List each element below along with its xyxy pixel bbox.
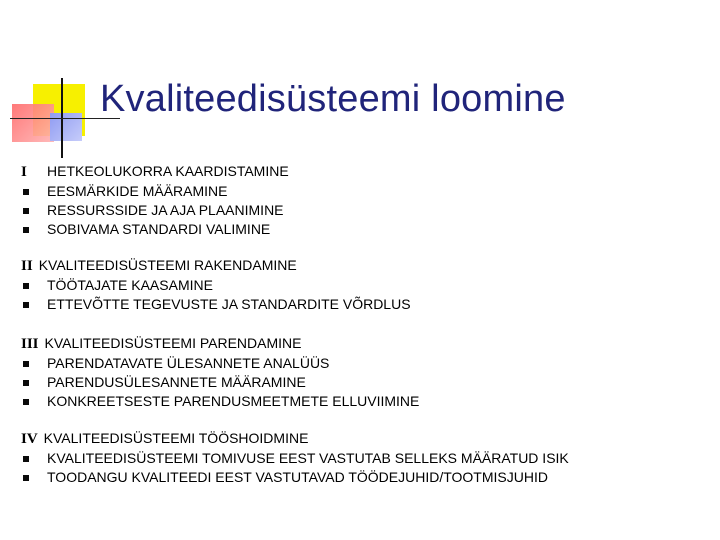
section-heading — [21, 429, 711, 449]
square-bullet-icon — [23, 302, 29, 308]
section-2 — [21, 256, 711, 314]
list-item — [21, 392, 711, 411]
section-3 — [21, 334, 711, 411]
section-heading — [21, 334, 711, 354]
list-item-text: KONKREETSESTE PARENDUSMEETMETE ELLUVIIMINE — [47, 393, 420, 409]
list-item — [21, 201, 711, 220]
square-bullet-icon — [23, 283, 29, 289]
square-bullet-icon — [23, 380, 29, 386]
slide-title: Kvaliteedisüsteemi loomine — [100, 78, 566, 120]
square-bullet-icon — [23, 208, 29, 214]
square-bullet-icon — [23, 227, 29, 233]
list-item-text: RESSURSSIDE JA AJA PLAANIMINE — [47, 202, 284, 218]
section-number: II — [21, 258, 33, 274]
square-bullet-icon — [23, 475, 29, 481]
section-number: I — [21, 164, 27, 180]
section-heading — [21, 162, 711, 182]
square-bullet-icon — [23, 361, 29, 367]
list-item — [21, 295, 711, 314]
square-bullet-icon — [23, 189, 29, 195]
list-item-text: PARENDUSÜLESANNETE MÄÄRAMINE — [47, 374, 306, 390]
list-item-text: ETTEVÕTTE TEGEVUSTE JA STANDARDITE VÕRDLUS — [47, 296, 411, 312]
section-number: IV — [21, 431, 38, 447]
list-item — [21, 276, 711, 295]
list-item — [21, 220, 711, 239]
decor-red-square — [12, 104, 54, 142]
section-title: HETKEOLUKORRA KAARDISTAMINE — [47, 163, 289, 179]
list-item — [21, 354, 711, 373]
square-bullet-icon — [23, 456, 29, 462]
section-heading — [21, 256, 711, 276]
list-item — [21, 182, 711, 201]
section-number: III — [21, 336, 39, 352]
square-bullet-icon — [23, 399, 29, 405]
list-item-text: PARENDATAVATE ÜLESANNETE ANALÜÜS — [47, 355, 330, 371]
section-title: KVALITEEDISÜSTEEMI PARENDAMINE — [44, 335, 302, 351]
section-1 — [21, 162, 711, 239]
section-title: KVALITEEDISÜSTEEMI RAKENDAMINE — [38, 257, 297, 273]
list-item-text: KVALITEEDISÜSTEEMI TOMIVUSE EEST VASTUTAB SELLEKS MÄÄRATUD ISIK — [47, 450, 569, 466]
section-4 — [21, 429, 711, 487]
list-item-text: SOBIVAMA STANDARDI VALIMINE — [47, 221, 271, 237]
list-item — [21, 468, 711, 487]
list-item-text: EESMÄRKIDE MÄÄRAMINE — [47, 183, 228, 199]
list-item-text: TOODANGU KVALITEEDI EEST VASTUTAVAD TÖÖDEJUHID/TOOTMISJUHID — [47, 469, 548, 485]
list-item — [21, 373, 711, 392]
section-title: KVALITEEDISÜSTEEMI TÖÖSHOIDMINE — [43, 430, 309, 446]
list-item-text: TÖÖTAJATE KAASAMINE — [47, 277, 213, 293]
list-item — [21, 449, 711, 468]
